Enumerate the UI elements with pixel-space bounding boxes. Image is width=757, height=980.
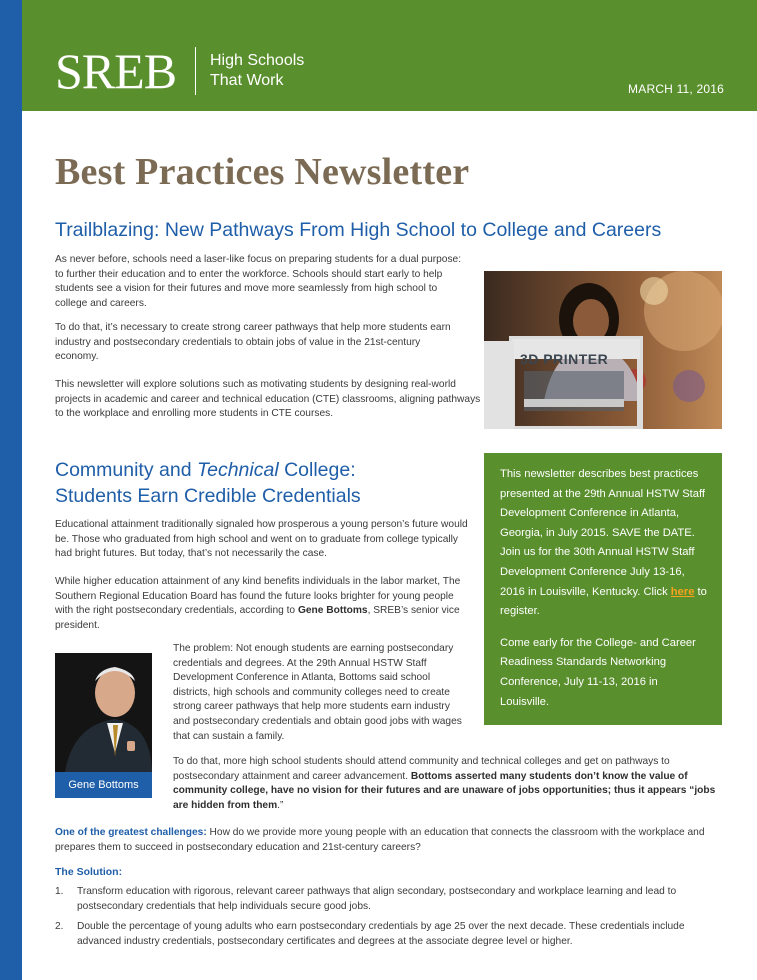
sreb-logo[interactable]: SREB (55, 43, 177, 99)
student-3d-printer-photo (484, 271, 722, 429)
register-link[interactable]: here (670, 585, 695, 598)
list-item-text: Double the percentage of young adults who earn postsecondary credentials by age 25 over the next decade. These credentials include advanced industry credentials, postsecondary certificates and degrees at the associate degree level or higher. (77, 921, 685, 947)
p4-text-end: .” (277, 799, 284, 811)
community-paragraph-1: Educational attainment traditionally signaled how prosperous a young person’s future would be. Those who graduated from high school and went on to graduate from college typically had bright futures. But today, that’s not necessarily the case. (55, 519, 468, 560)
community-paragraph-problem: The problem: Not enough students are earning postsecondary credentials and degrees. At the 29th Annual HSTW Staff Development Conference in Atlanta, Bottoms said school districts, high schools and community colleges need to create strong career pathways that help more students earn industry and postsecondary credentials and obtain good jobs with wages that can sustain a family. (173, 643, 462, 742)
p2-text-a: While higher education attainment of any kind benefits individuals in the labor market, The Southern Regional Education Board has found the future looks brighter for young people with the right postsecondary credentials, according to (55, 576, 461, 617)
sidebar-paragraph-2: Come early for the College- and Career Readiness Standards Networking Conference, July 11-13, 2016 in Louisville. (500, 636, 696, 708)
photo-caption: Gene Bottoms (55, 772, 152, 798)
solution-heading: The Solution: (55, 866, 123, 878)
logo-subtitle-line2: That Work (210, 72, 284, 89)
logo-divider (195, 47, 196, 95)
intro-paragraph-1: As never before, schools need a laser-like focus on preparing students for a dual purpose: to further their education and to enter the workforce. Schools should start early to help students see a vision for their futures and move more seamlessly from high school to college and careers. (55, 254, 462, 309)
header-banner (22, 0, 757, 111)
p4-bold-statement: Bottoms asserted many students don’t know the value of community college, have no vision for their futures and are unaware of jobs opportunities; thus it appears “jobs are hidden from them (173, 770, 716, 811)
logo-subtitle-line1: High Schools (210, 52, 305, 69)
list-item-number: 1. (55, 886, 64, 897)
challenges-label: One of the greatest challenges: (55, 827, 207, 838)
section-heading-community-college (55, 457, 361, 509)
heading-italic: Technical (196, 459, 279, 481)
heading-part2: College: (278, 459, 356, 481)
intro-paragraph-3: This newsletter will explore solutions such as motivating students by designing real-world projects in academic and career and technical education (CTE) classrooms, aligning pathways to the workplace and enrolling more students in CTE courses. (55, 379, 481, 420)
gene-bottoms-photo (55, 653, 152, 772)
community-paragraph-2 (55, 575, 470, 633)
logo-subtitle (210, 51, 304, 91)
solution-list (55, 885, 727, 955)
conference-sidebar (484, 453, 722, 725)
list-item (55, 885, 727, 914)
left-accent-bar (0, 0, 22, 980)
challenges-paragraph (55, 826, 715, 855)
newsletter-date: MARCH 11, 2016 (628, 82, 724, 96)
challenges-text: How do we provide more young people with an education that connects the classroom with the workplace and prepares them to succeed in postsecondary education and 21st-century careers? (55, 827, 705, 853)
list-item-text: Transform education with rigorous, relevant career pathways that align secondary, postsecondary and workplace learning and lead to postsecondary credentials that help individuals secure good jobs. (77, 886, 677, 912)
gene-bottoms-name: Gene Bottoms (297, 605, 368, 617)
heading-part1: Community and (55, 459, 197, 481)
sidebar-paragraph-1 (500, 465, 708, 622)
heading-line2: Students Earn Credible Credentials (55, 485, 361, 507)
section-heading-trailblazing: Trailblazing: New Pathways From High School to College and Careers (55, 219, 662, 241)
list-item-number: 2. (55, 921, 64, 933)
intro-paragraph-2: To do that, it’s necessary to create strong career pathways that help more students earn industry and postsecondary credentials to obtain jobs of value in the 21st-century economy. (55, 322, 451, 363)
p2-text-b: , SREB’s senior vice president. (55, 605, 460, 631)
sidebar-text-a: This newsletter describes best practices presented at the 29th Annual HSTW Staff Development Conference in Atlanta, Georgia, in July 2015. SAVE the DATE. Join us for the 30th Annual HSTW Staff Development Conference July 13-16, 2016 in Louisville, Kentucky. Click (500, 468, 706, 598)
printer-sign: 3D PRINTER (520, 351, 609, 367)
community-paragraph-bottoms (173, 755, 728, 813)
list-item (55, 920, 727, 949)
sidebar-text-b: to register. (500, 585, 707, 618)
p4-text-a: To do that, more high school students should attend community and technical colleges and get on pathways to postsecondary attainment and career advancement. (173, 756, 670, 782)
newsletter-title: Best Practices Newsletter (55, 151, 470, 193)
